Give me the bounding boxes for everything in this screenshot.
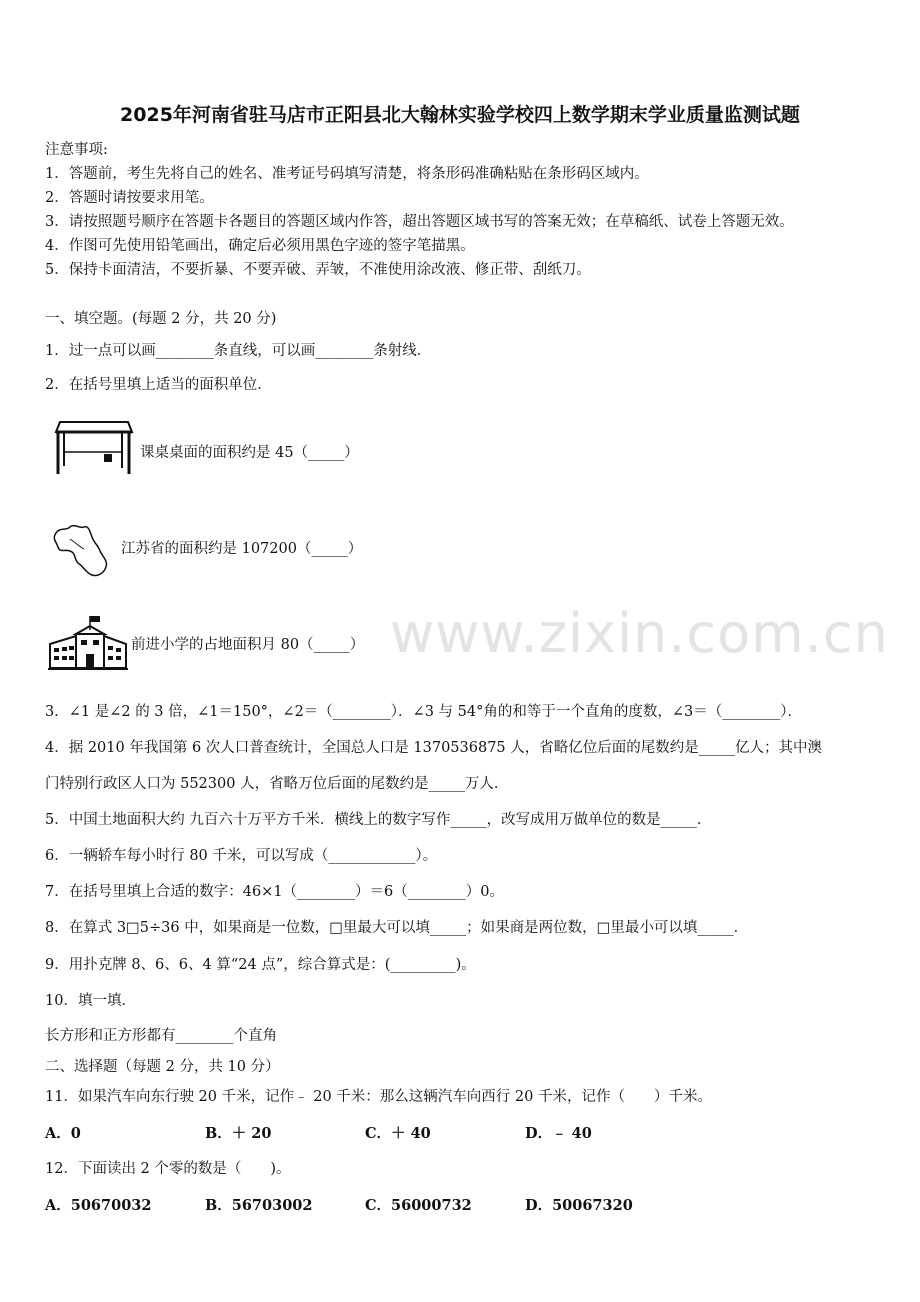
watermark: www.zixin.com.cn bbox=[390, 602, 889, 665]
question-11: 11．如果汽车向东行驶 20 千米，记作﹣ 20 千米：那么这辆汽车向西行 20 千米，记作（ ）千米。 bbox=[45, 1089, 712, 1105]
q12-option-a: A．50670032 bbox=[45, 1197, 152, 1214]
question-4-line2: 门特别行政区人口为 552300 人，省略万位后面的尾数约是_____万人． bbox=[45, 776, 509, 792]
question-10-sub: 长方形和正方形都有________个直角 bbox=[45, 1028, 277, 1044]
notice-item: 4．作图可先使用铅笔画出，确定后必须用黑色字迹的签字笔描黑。 bbox=[45, 238, 475, 254]
question-9: 9．用扑克牌 8、6、6、4 算“24 点”，综合算式是：(_________)。 bbox=[45, 957, 476, 973]
q11-option-d: D．﹣ 40 bbox=[525, 1125, 592, 1142]
jiangsu-map-icon bbox=[50, 517, 114, 581]
q11-option-b: B．＋ 20 bbox=[205, 1125, 272, 1142]
notice-item: 5．保持卡面清洁，不要折暴、不要弄破、弄皱，不准使用涂改液、修正带、刮纸刀。 bbox=[45, 262, 591, 278]
question-4-line1: 4．据 2010 年我国第 6 次人口普查统计，全国总人口是 1370536875 人，省略亿位后面的尾数约是_____亿人；其中澳 bbox=[45, 740, 823, 756]
question-2: 2．在括号里填上适当的面积单位． bbox=[45, 377, 272, 393]
question-1: 1．过一点可以画________条直线，可以画________条射线． bbox=[45, 343, 432, 359]
notice-item: 2．答题时请按要求用笔。 bbox=[45, 190, 214, 206]
notice-heading: 注意事项: bbox=[45, 142, 108, 158]
question-8: 8．在算式 3□5÷36 中，如果商是一位数，□里最大可以填_____；如果商是两位数，□里最小可以填_____． bbox=[45, 920, 749, 936]
section1-heading: 一、填空题。(每题 2 分，共 20 分) bbox=[45, 311, 277, 327]
q11-option-c: C．＋ 40 bbox=[365, 1125, 431, 1142]
desk-icon bbox=[48, 418, 134, 478]
notice-item: 3．请按照题号顺序在答题卡各题目的答题区域内作答，超出答题区域书写的答案无效；在草稿纸、试卷上答题无效。 bbox=[45, 214, 794, 230]
q12-option-b: B．56703002 bbox=[205, 1197, 313, 1214]
q12-option-c: C．56000732 bbox=[365, 1197, 472, 1214]
page-title: 2025年河南省驻马店市正阳县北大翰林实验学校四上数学期末学业质量监测试题 bbox=[120, 104, 800, 126]
question-10: 10．填一填． bbox=[45, 993, 136, 1009]
section2-heading: 二、选择题（每题 2 分，共 10 分） bbox=[45, 1059, 280, 1075]
q11-option-a: A．0 bbox=[45, 1125, 81, 1142]
q2-province-text: 江苏省的面积约是 107200（_____） bbox=[121, 541, 363, 557]
q2-school-text: 前进小学的占地面积月 80（_____） bbox=[131, 637, 365, 653]
question-5: 5．中国土地面积大约 九百六十万平方千米．横线上的数字写作_____，改写成用万做单位的数是_____． bbox=[45, 812, 712, 828]
question-7: 7．在括号里填上合适的数字：46×1（________）＝6（________）0。 bbox=[45, 884, 504, 900]
question-12: 12．下面读出 2 个零的数是（ )。 bbox=[45, 1161, 291, 1177]
q12-option-d: D．50067320 bbox=[525, 1197, 633, 1214]
question-6: 6．一辆轿车每小时行 80 千米，可以写成（____________）。 bbox=[45, 848, 438, 864]
school-building-icon bbox=[46, 614, 128, 672]
q2-desk-text: 课桌桌面的面积约是 45（_____） bbox=[140, 445, 359, 461]
question-3: 3．∠1 是∠2 的 3 倍，∠1＝150°，∠2＝（________）．∠3 与 54°角的和等于一个直角的度数，∠3＝（________）． bbox=[45, 704, 802, 720]
notice-item: 1．答题前，考生先将自己的姓名、准考证号码填写清楚，将条形码准确粘贴在条形码区域内。 bbox=[45, 166, 649, 182]
